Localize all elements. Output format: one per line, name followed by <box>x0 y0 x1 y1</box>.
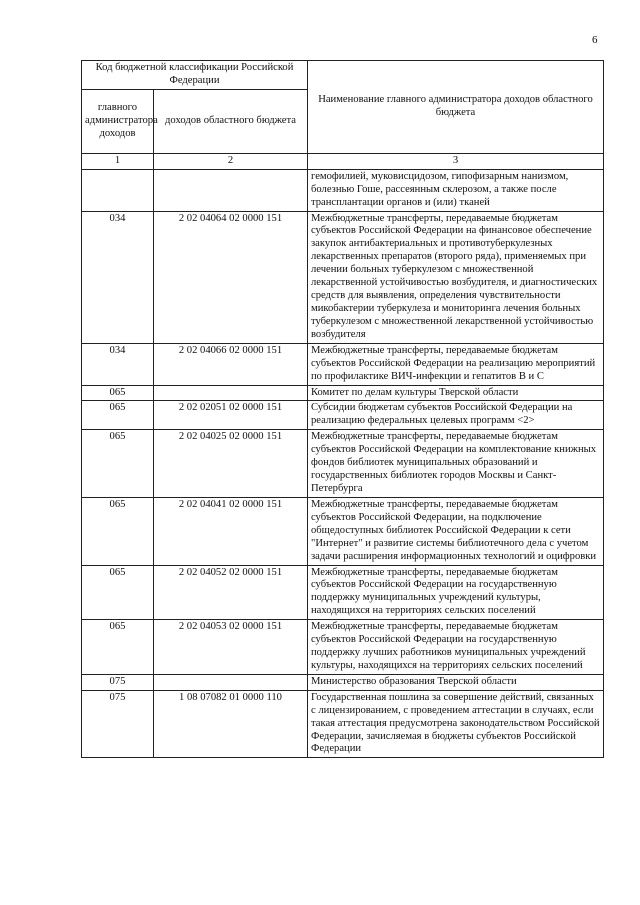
name-cell: Государственная пошлина за совершение действий, связанных с лицензированием, с проведением аттестации в случаях, если такая аттестация предусмотрена законодательством Российской Федерации, зачисляемая в бюджеты субъектов Российской Федерации <box>308 690 604 758</box>
table-row <box>82 690 604 758</box>
table-row <box>82 497 604 565</box>
table-body <box>82 169 604 758</box>
header-col3-title: Наименование главного администратора доходов областного бюджета <box>308 61 604 154</box>
header-group-title: Код бюджетной классификации Российской Федерации <box>82 61 308 90</box>
revenue-code-cell: 2 02 04066 02 0000 151 <box>154 343 308 385</box>
admin-code-cell <box>82 169 154 211</box>
revenue-code-cell: 2 02 04052 02 0000 151 <box>154 565 308 620</box>
table-row <box>82 430 604 498</box>
revenue-code-cell: 2 02 04025 02 0000 151 <box>154 430 308 498</box>
revenue-code-cell <box>154 385 308 401</box>
admin-code-cell: 065 <box>82 385 154 401</box>
admin-code-cell: 065 <box>82 620 154 675</box>
admin-code-cell: 075 <box>82 690 154 758</box>
header-col2-title: доходов областного бюджета <box>154 89 308 153</box>
name-cell: Комитет по делам культуры Тверской области <box>308 385 604 401</box>
table-row <box>82 674 604 690</box>
revenue-code-cell: 2 02 04041 02 0000 151 <box>154 497 308 565</box>
table-row <box>82 343 604 385</box>
revenue-code-cell <box>154 169 308 211</box>
admin-code-cell: 075 <box>82 674 154 690</box>
name-cell: Субсидии бюджетам субъектов Российской Федерации на реализацию федеральных целевых программ <2> <box>308 401 604 430</box>
admin-code-cell: 065 <box>82 565 154 620</box>
name-cell: Межбюджетные трансферты, передаваемые бюджетам субъектов Российской Федерации на финансовое обеспечение закупок антибактериальных и противотуберкулезных лекарственных препаратов (второго ряда), применяемых при лечении больных туберкулезом с множественной лекарственной устойчивостью возбудителя, и диагностических средств для выявления, определения чувствительности микобактерии туберкулеза и мониторинга лечения больных туберкулезом с множественной лекарственной устойчивостью возбудителя <box>308 211 604 343</box>
admin-code-cell: 065 <box>82 497 154 565</box>
table-row <box>82 401 604 430</box>
revenue-code-cell: 2 02 04064 02 0000 151 <box>154 211 308 343</box>
name-cell: Межбюджетные трансферты, передаваемые бюджетам субъектов Российской Федерации на государственную поддержку лучших работников муниципальных учреждений культуры, находящихся на территориях сельских поселений <box>308 620 604 675</box>
admin-code-cell: 065 <box>82 430 154 498</box>
name-cell: Министерство образования Тверской области <box>308 674 604 690</box>
table-row <box>82 385 604 401</box>
name-cell: Межбюджетные трансферты, передаваемые бюджетам субъектов Российской Федерации, на подключение общедоступных библиотек Российской Федерации к сети "Интернет" и развитие системы библиотечного дела с учетом задачи расширения информационных технологий и оцифровки <box>308 497 604 565</box>
table-row <box>82 211 604 343</box>
column-number-1: 1 <box>82 153 154 169</box>
admin-code-cell: 034 <box>82 343 154 385</box>
revenue-code-cell: 2 02 02051 02 0000 151 <box>154 401 308 430</box>
admin-code-cell: 034 <box>82 211 154 343</box>
column-number-2: 2 <box>154 153 308 169</box>
name-cell: гемофилией, муковисцидозом, гипофизарным нанизмом, болезнью Гоше, рассеянным склерозом, а также после трансплантации органов и (или) тканей <box>308 169 604 211</box>
name-cell: Межбюджетные трансферты, передаваемые бюджетам субъектов Российской Федерации на комплектование книжных фондов библиотек муниципальных образований и государственных библиотек городов Москвы и Санкт-Петербурга <box>308 430 604 498</box>
name-cell: Межбюджетные трансферты, передаваемые бюджетам субъектов Российской Федерации на реализацию мероприятий по профилактике ВИЧ-инфекции и гепатитов В и С <box>308 343 604 385</box>
header-col1-title: главного администратора доходов <box>82 89 154 153</box>
name-cell: Межбюджетные трансферты, передаваемые бюджетам субъектов Российской Федерации на государственную поддержку муниципальных учреждений культуры, находящихся на территориях сельских поселений <box>308 565 604 620</box>
revenue-code-cell <box>154 674 308 690</box>
column-number-3: 3 <box>308 153 604 169</box>
table-row <box>82 169 604 211</box>
revenue-code-cell: 1 08 07082 01 0000 110 <box>154 690 308 758</box>
admin-code-cell: 065 <box>82 401 154 430</box>
table-row <box>82 620 604 675</box>
page-number: 6 <box>592 34 598 46</box>
table-row <box>82 565 604 620</box>
revenue-code-cell: 2 02 04053 02 0000 151 <box>154 620 308 675</box>
budget-classification-table <box>81 60 604 758</box>
